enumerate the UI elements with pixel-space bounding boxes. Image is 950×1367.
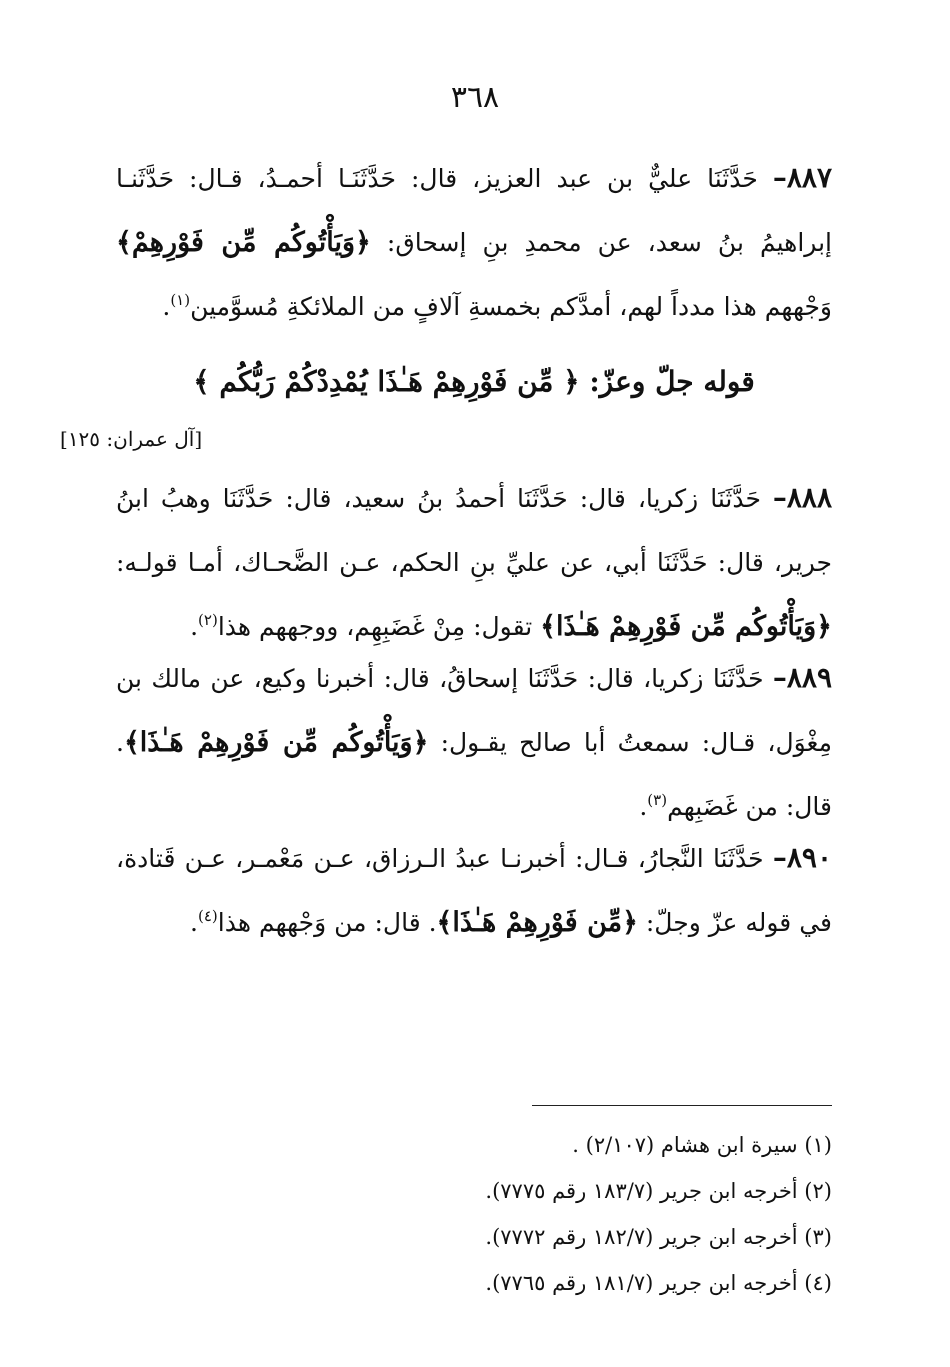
footnote-3: (٣) أخرجه ابن جرير (١٨٢/٧ رقم ٧٧٧٢). <box>485 1225 832 1249</box>
heading-text: قوله جلّ وعزّ: <box>579 365 755 398</box>
hadith-entry-889 <box>116 646 832 839</box>
page-number: ٣٦٨ <box>450 80 500 115</box>
surah-reference: [آل عمران: ١٢٥] <box>60 427 203 451</box>
hadith-text: . قال: من غَضَبِهم <box>116 728 832 821</box>
sentence-end: . <box>190 908 198 937</box>
sentence-end: . <box>639 792 648 821</box>
hadith-text: حَدَّثَنَا النَّجارُ، قـال: أخبرنـا عبدُ الـرزاق، عـن مَعْمـر، عـن قَتادة، في قوله عزّ وجلّ: <box>116 844 832 937</box>
footnote-4: (٤) أخرجه ابن جرير (١٨١/٧ رقم ٧٧٦٥). <box>485 1271 832 1295</box>
footnote-marker: (١) <box>170 291 191 309</box>
footnote-divider <box>532 1105 832 1106</box>
footnote-marker: (٢) <box>198 611 218 629</box>
hadith-entry-888 <box>116 466 832 659</box>
hadith-entry-887 <box>116 146 832 339</box>
sentence-end: . <box>162 292 171 321</box>
hadith-text: حَدَّثَنَا عليٌّ بن عبد العزيز، قال: حَدَّثَنَـا أحمـدُ، قـال: حَدَّثَنـا إبراهيمُ بنُ سعد، عن محمدِ بنِ إسحاق: <box>116 164 832 257</box>
footnote-2: (٢) أخرجه ابن جرير (١٨٣/٧ رقم ٧٧٧٥). <box>485 1179 832 1203</box>
quran-quote: ﴿مِّن فَوْرِهِمْ هَـٰذَا﴾ <box>436 907 638 938</box>
footnotes <box>116 1122 832 1306</box>
hadith-entry-890 <box>116 826 832 955</box>
footnote-marker: (٣) <box>647 791 668 809</box>
hadith-text: حَدَّثَنَا زكريا، قال: حَدَّثَنَا إسحاقُ، قال: أخبرنا وكيع، عن مالك بن مِغْوَل، قـال: سمعتُ أبا صالح يقـول: <box>116 664 832 757</box>
footnote-marker: (٤) <box>197 907 218 925</box>
verse-heading <box>116 350 832 414</box>
hadith-text: تقول: مِنْ غَضَبِهِم، ووجههم هذا <box>217 612 541 641</box>
hadith-text: حَدَّثَنَا زكريا، قال: حَدَّثَنَا أحمدُ بنُ سعيد، قال: حَدَّثَنَا وهبُ ابنُ جرير، قال: حَدَّثَنَا أبي، عن عليِّ بنِ الحكم، عـن الضَّحـاك، أمـا قولـه: <box>116 484 832 577</box>
hadith-number: ٨٩٠– <box>772 841 832 874</box>
footnote-1: (١) سيرة ابن هشام (٢/١٠٧) . <box>572 1133 832 1157</box>
heading-quran: ﴿ مِّن فَوْرِهِمْ هَـٰذَا يُمْدِدْكُمْ رَبُّكُم ﴾ <box>193 365 580 398</box>
hadith-number: ٨٨٨– <box>772 481 832 514</box>
hadith-text: . قال: من وَجْههم هذا <box>217 908 437 937</box>
hadith-text: وَجْههم هذا مدداً لهم، أمدَّكم بخمسةِ آلافٍ من الملائكةِ مُسوَّمين <box>190 292 832 321</box>
quran-quote: ﴿وَيَأْتُوكُم مِّن فَوْرِهِمْ هَـٰذَا﴾ <box>123 727 429 758</box>
hadith-number: ٨٨٧– <box>772 161 832 194</box>
quran-quote: ﴿وَيَأْتُوكُم مِّن فَوْرِهِمْ﴾ <box>116 227 371 258</box>
sentence-end: . <box>190 612 199 641</box>
hadith-number: ٨٨٩– <box>772 661 832 694</box>
quran-quote: ﴿وَيَأْتُوكُم مِّن فَوْرِهِمْ هَـٰذَا﴾ <box>540 611 832 642</box>
